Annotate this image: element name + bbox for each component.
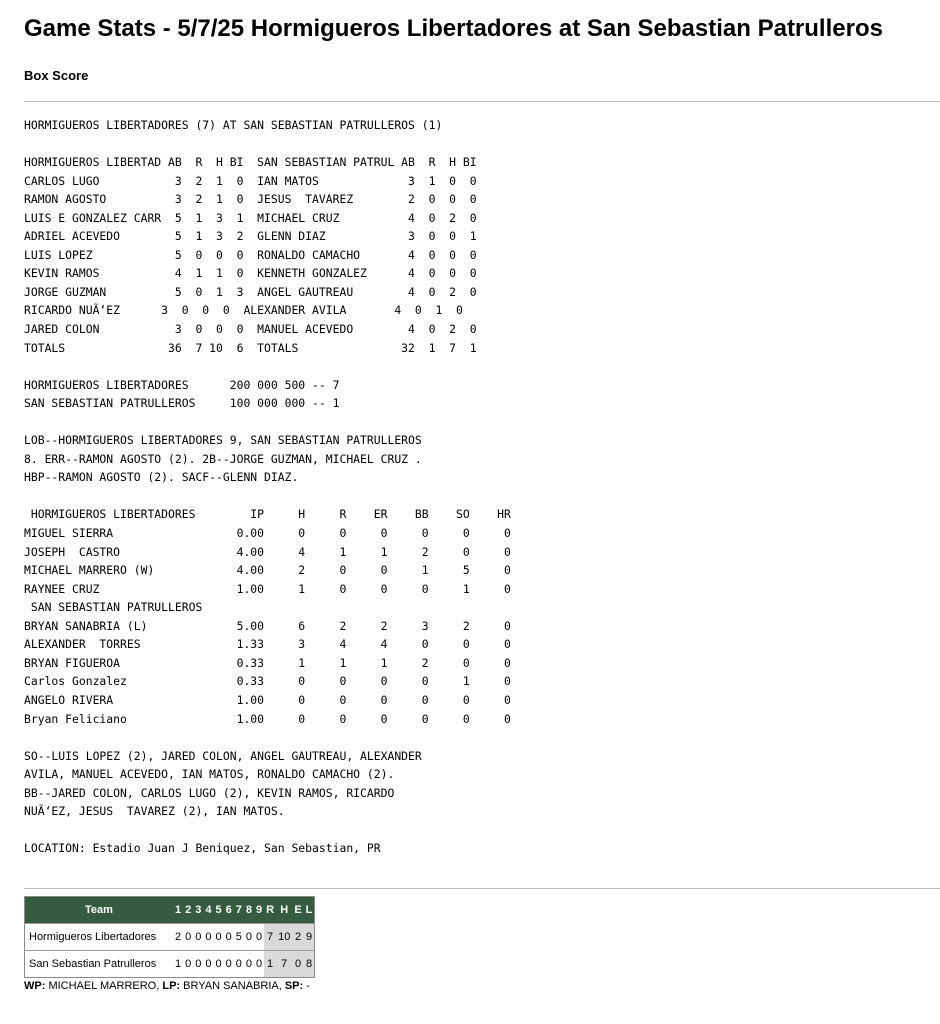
linescore-total-cell: 2 xyxy=(292,924,303,951)
box-score-text xyxy=(24,116,511,858)
winning-pitcher: MICHAEL MARRERO, xyxy=(48,980,160,992)
linescore-header-cell: 7 xyxy=(234,897,244,924)
box-score-line: AVILA, MANUEL ACEVEDO, IAN MATOS, RONALDO CAMACHO (2). xyxy=(24,767,395,782)
page-title: Game Stats - 5/7/25 Hormigueros Libertadores at San Sebastian Patrulleros xyxy=(24,15,883,42)
linescore-header-row xyxy=(25,897,315,924)
linescore-table xyxy=(24,896,315,978)
box-score-line: TOTALS 36 7 10 6 TOTALS 32 1 7 1 xyxy=(24,340,477,355)
wp-label: WP: xyxy=(24,980,46,992)
box-score-line: NUÃ‘EZ, JESUS TAVAREZ (2), IAN MATOS. xyxy=(24,804,285,819)
linescore-total-cell: 7 xyxy=(264,924,276,951)
box-score-line: LOCATION: Estadio Juan J Beniquez, San Sebastian, PR xyxy=(24,841,381,856)
linescore-total-cell: 8 xyxy=(304,951,315,978)
box-score-line: ALEXANDER TORRES 1.33 3 4 4 0 0 0 xyxy=(24,637,511,652)
linescore-inning-cell: 0 xyxy=(193,951,203,978)
box-score-line: HORMIGUEROS LIBERTADORES (7) AT SAN SEBASTIAN PATRULLEROS (1) xyxy=(24,118,443,132)
linescore-team-name: San Sebastian Patrulleros xyxy=(25,951,174,978)
box-score-line: CARLOS LUGO 3 2 1 0 IAN MATOS 3 1 0 0 xyxy=(24,173,477,188)
box-score-line: HORMIGUEROS LIBERTAD AB R H BI SAN SEBASTIAN PATRUL AB R H BI xyxy=(24,155,477,170)
box-score-line: LOB--HORMIGUEROS LIBERTADORES 9, SAN SEBASTIAN PATRULLEROS xyxy=(24,433,422,448)
box-score-line: LUIS E GONZALEZ CARR 5 1 3 1 MICHAEL CRUZ 4 0 2 0 xyxy=(24,210,477,225)
box-score-line: ANGELO RIVERA 1.00 0 0 0 0 0 0 xyxy=(24,692,511,707)
linescore-inning-cell: 0 xyxy=(214,951,224,978)
linescore-header-cell: 2 xyxy=(183,897,193,924)
linescore-header-cell: H xyxy=(276,897,292,924)
linescore-inning-cell: 0 xyxy=(254,924,264,951)
linescore-header-cell: 9 xyxy=(254,897,264,924)
box-score-line: JORGE GUZMAN 5 0 1 3 ANGEL GAUTREAU 4 0 2 0 xyxy=(24,284,477,299)
linescore-header-cell: E xyxy=(292,897,303,924)
box-score-line: JARED COLON 3 0 0 0 MANUEL ACEVEDO 4 0 2 0 xyxy=(24,322,477,337)
linescore-inning-cell: 0 xyxy=(193,924,203,951)
linescore-inning-cell: 0 xyxy=(203,924,213,951)
linescore-total-cell: 0 xyxy=(292,951,303,978)
linescore-header-cell: 3 xyxy=(193,897,203,924)
box-score-line: BRYAN SANABRIA (L) 5.00 6 2 2 3 2 0 xyxy=(24,618,511,633)
linescore-header-cell: 8 xyxy=(244,897,254,924)
linescore-header-cell: 5 xyxy=(214,897,224,924)
box-score-line: KEVIN RAMOS 4 1 1 0 KENNETH GONZALEZ 4 0 0 0 xyxy=(24,266,477,281)
linescore-inning-cell: 0 xyxy=(244,924,254,951)
linescore-inning-cell: 0 xyxy=(224,924,234,951)
linescore-header-cell: L xyxy=(304,897,315,924)
linescore-header-cell: R xyxy=(264,897,276,924)
box-score-line: MICHAEL MARRERO (W) 4.00 2 0 0 1 5 0 xyxy=(24,563,511,578)
box-score-line: SO--LUIS LOPEZ (2), JARED COLON, ANGEL GAUTREAU, ALEXANDER xyxy=(24,748,422,763)
linescore-total-cell: 7 xyxy=(276,951,292,978)
linescore-inning-cell: 0 xyxy=(234,951,244,978)
linescore-inning-cell: 0 xyxy=(203,951,213,978)
divider xyxy=(24,888,940,889)
sp-label: SP: xyxy=(284,980,304,992)
linescore-header-cell: Team xyxy=(25,897,174,924)
linescore-total-cell: 9 xyxy=(304,924,315,951)
box-score-line: BRYAN FIGUEROA 0.33 1 1 1 2 0 0 xyxy=(24,655,511,670)
linescore-row xyxy=(25,924,315,951)
linescore-inning-cell: 0 xyxy=(224,951,234,978)
pitching-decisions xyxy=(24,979,310,993)
divider xyxy=(24,101,940,102)
linescore-total-cell: 1 xyxy=(264,951,276,978)
linescore-total-cell: 10 xyxy=(276,924,292,951)
box-score-line: ADRIEL ACEVEDO 5 1 3 2 GLENN DIAZ 3 0 0 1 xyxy=(24,229,477,244)
box-score-line: Bryan Feliciano 1.00 0 0 0 0 0 0 xyxy=(24,711,511,726)
box-score-line: RICARDO NUÃ‘EZ 3 0 0 0 ALEXANDER AVILA 4 0 1 0 xyxy=(24,303,463,318)
linescore-inning-cell: 2 xyxy=(173,924,183,951)
box-score-line: Carlos Gonzalez 0.33 0 0 0 0 1 0 xyxy=(24,674,511,689)
linescore-header-cell: 4 xyxy=(203,897,213,924)
linescore-header-cell: 1 xyxy=(173,897,183,924)
box-score-line: BB--JARED COLON, CARLOS LUGO (2), KEVIN RAMOS, RICARDO xyxy=(24,785,395,800)
linescore-inning-cell: 0 xyxy=(254,951,264,978)
box-score-line: HORMIGUEROS LIBERTADORES 200 000 500 -- 7 xyxy=(24,377,340,392)
linescore-row xyxy=(25,951,315,978)
linescore-team-name: Hormigueros Libertadores xyxy=(25,924,174,951)
box-score-line: SAN SEBASTIAN PATRULLEROS xyxy=(24,600,203,615)
box-score-line: RAMON AGOSTO 3 2 1 0 JESUS TAVAREZ 2 0 0 0 xyxy=(24,192,477,207)
box-score-line: HBP--RAMON AGOSTO (2). SACF--GLENN DIAZ. xyxy=(24,470,299,485)
box-score-line: MIGUEL SIERRA 0.00 0 0 0 0 0 0 xyxy=(24,526,511,541)
linescore-inning-cell: 0 xyxy=(244,951,254,978)
box-score-line: RAYNEE CRUZ 1.00 1 0 0 0 1 0 xyxy=(24,581,511,596)
linescore-inning-cell: 0 xyxy=(214,924,224,951)
linescore-header-cell: 6 xyxy=(224,897,234,924)
linescore-inning-cell: 0 xyxy=(183,951,193,978)
save-pitcher: - xyxy=(306,980,310,992)
linescore-inning-cell: 0 xyxy=(183,924,193,951)
linescore-inning-cell: 5 xyxy=(234,924,244,951)
box-score-line: JOSEPH CASTRO 4.00 4 1 1 2 0 0 xyxy=(24,544,511,559)
losing-pitcher: BRYAN SANABRIA, xyxy=(183,980,282,992)
section-heading: Box Score xyxy=(24,68,89,83)
box-score-line: HORMIGUEROS LIBERTADORES IP H R ER BB SO HR xyxy=(24,507,511,522)
linescore-inning-cell: 1 xyxy=(173,951,183,978)
box-score-line: LUIS LOPEZ 5 0 0 0 RONALDO CAMACHO 4 0 0 0 xyxy=(24,247,477,262)
box-score-line: 8. ERR--RAMON AGOSTO (2). 2B--JORGE GUZMAN, MICHAEL CRUZ . xyxy=(24,451,422,466)
lp-label: LP: xyxy=(162,980,181,992)
box-score-line: SAN SEBASTIAN PATRULLEROS 100 000 000 -- 1 xyxy=(24,396,340,411)
